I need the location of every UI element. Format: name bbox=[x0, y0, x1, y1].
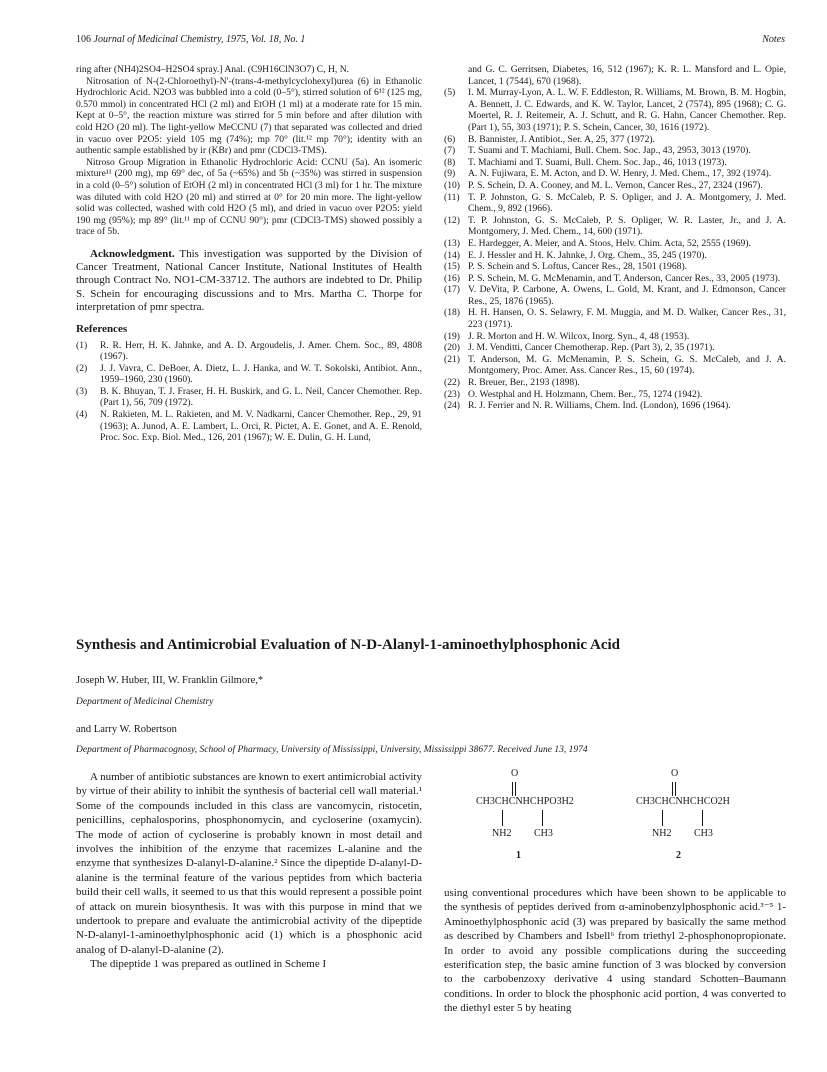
reference-text: A. N. Fujiwara, E. M. Acton, and D. W. Henry, J. Med. Chem., 17, 392 (1974). bbox=[468, 168, 772, 180]
experimental-paragraph: Nitrosation of N-(2-Chloroethyl)-N′-(trans-4-methylcyclohexyl)urea (6) in Ethanolic Hydrochloric Acid. N2O3 was bubbled into a cold (0–5°), stirred solution of 6¹² (125 mg, 0.570 mmol) in concentrated HCl (2 ml) and EtOH (1 ml) at a moderate rate for 15 min. Kept at 0–5°, the reaction mixture was stirred for 5 min before and after dilution with cold H2O (20 ml). The light-yellow MeCCNU (7) that separated was collected and dried in vacuo over P2O5: yield 105 mg (74%); mp 70° (lit.¹² mp 70°); identity with an authentic sample established by ir (KBr) and pmr (CDCl3-TMS). bbox=[76, 75, 422, 157]
reference-item bbox=[444, 192, 786, 215]
reference-number: (7) bbox=[444, 145, 456, 157]
authors: Joseph W. Huber, III, W. Franklin Gilmore,* bbox=[76, 675, 264, 686]
reference-item bbox=[76, 340, 422, 363]
methyl-group: CH3 bbox=[694, 828, 713, 839]
acknowledgment bbox=[76, 248, 422, 314]
reference-text: H. H. Hansen, O. S. Selawry, F. M. Muggia, and M. D. Walker, Cancer Res., 31, 223 (1971). bbox=[468, 307, 786, 331]
reference-text: T. Machiami and T. Suami, Bull. Chem. Soc. Jap., 46, 1013 (1973). bbox=[468, 156, 727, 168]
reference-text: B. Bannister, J. Antibiot., Ser. A, 25, 377 (1972). bbox=[468, 133, 655, 145]
experimental-paragraph: Nitroso Group Migration in Ethanolic Hydrochloric Acid: CCNU (5a). An isomeric mixture¹¹ (200 mg), mp 69° dec, of 5a (~65%) and 5b (~35%) was stirred in suspension in a cold (0–5°) solution of EtOH (2 ml) in concentrated HCl (3 ml) for 1 hr. The mixture was diluted with cold H2O (20 ml) and stirred at 0° for 20 min more. The light-yellow solid was collected, washed with cold H2O (5 ml), and dried in vacuo over P2O5: yield 190 mg (95%); mp 89° (lit.¹¹ mp of CCNU 90°); pmr (CDCl3-TMS) showed possibly a trace of 5b. bbox=[76, 156, 422, 238]
amino-group: NH2 bbox=[492, 828, 512, 839]
intro-column bbox=[76, 770, 422, 972]
reference-item bbox=[444, 400, 786, 412]
intro-paragraph: A number of antibiotic substances are known to exert antimicrobial activity by virtue of their ability to inhibit the synthesis of bacterial cell wall material.¹ Some of the compounds included in this class are vancomycin, ristocetin, penicillins, cephalosporins, phosphonomycin, and cycloserine (oxamycin). The mode of action of cycloserine is probably known in most detail and involves the inhibition of the enzyme that racemizes L-alanine and the enzyme that synthesizes D-alanyl-D-alanine.² Since the dipeptide D-alanyl-D-alanine is the terminal feature of the various peptides from which bacteria build their cell walls, it seemed to us that this would represent a possible point of attack on murein biosynthesis. It was with this purpose in mind that we undertook to prepare and evaluate the antimicrobial activity of the dipeptide N-D-alanyl-1-aminoethylphosphonic acid (1) which is a phosphonic acid analog of D-alanyl-D-alanine (2). bbox=[76, 771, 422, 956]
reference-text: O. Westphal and H. Holzmann, Chem. Ber., 75, 1274 (1942). bbox=[468, 388, 703, 400]
reference-text: T. P. Johnston, G. S. McCaleb, P. S. Opliger, and J. A. Montgomery, J. Med. Chem., 9, 892 (1966). bbox=[468, 191, 786, 215]
reference-text: P. S. Schein, D. A. Cooney, and M. L. Vernon, Cancer Res., 27, 2324 (1967). bbox=[468, 179, 763, 191]
references-list-left bbox=[76, 340, 422, 444]
reference-number: (19) bbox=[444, 330, 460, 342]
department-pharmacognosy: Department of Pharmacognosy, School of Pharmacy, University of Mississippi, University, Mississippi 38677. Received June 13, 1974 bbox=[76, 745, 588, 755]
bond bbox=[502, 810, 503, 826]
reference-item bbox=[444, 284, 786, 307]
journal-name: Journal of Medicinal Chemistry, 1975, Vol. 18, No. 1 bbox=[93, 34, 306, 45]
reference-text: P. S. Schein, M. G. McMenamin, and T. Anderson, Cancer Res., 33, 2005 (1973). bbox=[468, 272, 781, 284]
reference-text: J. J. Vavra, C. DeBoer, A. Dietz, L. J. Hanka, and W. T. Sokolski, Antibiot. Ann., 1959–1960, 230 (1960). bbox=[100, 362, 422, 386]
department-medicinal-chemistry: Department of Medicinal Chemistry bbox=[76, 697, 214, 707]
reference-text: T. Anderson, M. G. McMenamin, P. S. Schein, G. S. McCaleb, and J. A. Montgomery, Proc. Amer. Ass. Cancer Res., 15, 60 (1974). bbox=[468, 353, 786, 377]
reference-text: T. Suami and T. Machiami, Bull. Chem. Soc. Jap., 43, 2953, 3013 (1970). bbox=[468, 145, 751, 157]
intro-paragraph: The dipeptide 1 was prepared as outlined in Scheme I bbox=[90, 958, 327, 971]
reference-number: (21) bbox=[444, 353, 460, 365]
double-bond bbox=[672, 782, 676, 796]
reference-text: V. DeVita, P. Carbone, A. Owens, L. Gold, M. Krant, and J. Edmonson, Cancer Res., 25, 1876 (1965). bbox=[468, 284, 786, 307]
reference-text: T. P. Johnston, G. S. McCaleb, P. S. Opliger, W. R. Laster, Jr., and J. A. Montgomery, J. Med. Chem., 14, 600 (1971). bbox=[468, 214, 786, 238]
reference-item bbox=[76, 386, 422, 409]
synthesis-column bbox=[444, 886, 786, 1016]
reference-item bbox=[444, 157, 786, 169]
reference-text: E. Hardegger, A. Meier, and A. Stoos, Helv. Chim. Acta, 52, 2555 (1969). bbox=[468, 237, 751, 249]
structure-formula: CH3CHCNHCHPO3H2 bbox=[476, 796, 574, 807]
reference-text: R. Breuer, Ber., 2193 (1898). bbox=[468, 377, 580, 389]
reference-number: (18) bbox=[444, 307, 460, 319]
ack-heading: Acknowledgment. bbox=[90, 247, 175, 260]
reference-number: (8) bbox=[444, 156, 456, 168]
methyl-group: CH3 bbox=[534, 828, 553, 839]
bond bbox=[542, 810, 543, 826]
section-name: Notes bbox=[762, 34, 785, 45]
structure-label: 1 bbox=[516, 850, 521, 861]
reference-item bbox=[444, 354, 786, 377]
reference-number: (23) bbox=[444, 388, 460, 400]
reference-item bbox=[444, 145, 786, 157]
reference-item bbox=[444, 238, 786, 250]
reference-text: P. S. Schein and S. Loftus, Cancer Res., 28, 1501 (1968). bbox=[468, 261, 688, 273]
structure-1 bbox=[476, 768, 596, 876]
reference-number: (6) bbox=[444, 133, 456, 145]
ack-text: This investigation was supported by the Division of Cancer Treatment, National Cancer Institute, National Institutes of Health through Contract No. NO1-CM-33712. The authors are indebted to Dr. Philip S. Schein for encouraging discussions and to Mrs. Martha C. Thorpe for interpretation of pmr spectra. bbox=[76, 247, 422, 313]
reference-number: (15) bbox=[444, 261, 460, 273]
reference-number: (9) bbox=[444, 168, 456, 180]
structure-2 bbox=[636, 768, 756, 876]
reference-item bbox=[444, 215, 786, 238]
reference-number: (2) bbox=[76, 362, 88, 374]
reference-number: (24) bbox=[444, 400, 460, 412]
reference-text: J. M. Venditti, Cancer Chemotherap. Rep. (Part 3), 2, 35 (1971). bbox=[468, 342, 715, 354]
page-header bbox=[76, 34, 785, 48]
reference-item bbox=[444, 250, 786, 262]
reference-number: (10) bbox=[444, 179, 460, 191]
reference-text: R. R. Herr, H. K. Jahnke, and A. D. Argoudelis, J. Amer. Chem. Soc., 89, 4808 (1967). bbox=[100, 339, 422, 363]
reference-item bbox=[444, 87, 786, 133]
reference-number: (13) bbox=[444, 237, 460, 249]
synthesis-paragraph: using conventional procedures which have been shown to be applicable to the synthesis of peptides derived from α-aminobenzylphosphonic acid.³⁻⁵ 1-Aminoethylphosphonic acid (3) was prepared by basically the same method as described by Chambers and Isbell⁶ from triethyl 2-phosphonopropionate. In order to avoid any possible complications during the succeeding esterification step, the basic amine function of 3 was blocked by conversion to the carbobenzoxy derivative 4 using standard Schotten–Baumann conditions. In order to block the phosphonic acid portion, 4 was converted to the diethyl ester 5 by heating bbox=[444, 887, 786, 1015]
left-upper-column bbox=[76, 64, 422, 444]
page-number: 106 bbox=[76, 34, 91, 45]
reference-item bbox=[444, 377, 786, 389]
reference-item bbox=[444, 64, 786, 87]
reference-text: E. J. Hessler and H. K. Jahnke, J. Org. Chem., 35, 245 (1970). bbox=[468, 249, 707, 261]
reference-number: (17) bbox=[444, 284, 460, 296]
reference-text: R. J. Ferrier and N. R. Williams, Chem. Ind. (London), 1696 (1964). bbox=[468, 400, 731, 412]
reference-text: and G. C. Gerritsen, Diabetes, 16, 512 (1967); K. R. L. Mansford and L. Opie, Lancet, 1 (7544), 670 (1968). bbox=[468, 64, 786, 87]
reference-item bbox=[76, 409, 422, 444]
reference-number: (14) bbox=[444, 249, 460, 261]
reference-text: I. M. Murray-Lyon, A. L. W. F. Eddleston, R. Williams, M. Brown, B. M. Hogbin, A. Bennett, J. C. Edwards, and K. W. Taylor, Lancet, 2 (7574), 895 (1968); C. G. Moertel, R. J. Reitemeir, A. J. Schutt, and R. G. Hahn, Cancer Chemother. Rep. (Part 1), 55, 303 (1971); P. S. Schein, Cancer, 30, 1616 (1972). bbox=[468, 87, 786, 133]
carbonyl-oxygen: O bbox=[511, 768, 519, 779]
reference-number: (20) bbox=[444, 342, 460, 354]
carbonyl-oxygen: O bbox=[671, 768, 679, 779]
right-upper-column bbox=[444, 64, 786, 412]
reference-item bbox=[444, 273, 786, 285]
references-heading: References bbox=[76, 322, 128, 335]
reference-item bbox=[444, 168, 786, 180]
reference-item bbox=[76, 363, 422, 386]
reference-number: (11) bbox=[444, 191, 460, 203]
bond bbox=[702, 810, 703, 826]
reference-item bbox=[444, 261, 786, 273]
structure-formula: CH3CHCNHCHCO2H bbox=[636, 796, 730, 807]
reference-text: N. Rakieten, M. L. Rakieten, and M. V. Nadkarni, Cancer Chemother. Rep., 29, 91 (1963); A. Junod, A. E. Lambert, L. Orci, R. Pictet, A. E. Gonet, and A. E. Renold, Proc. Soc. Exp. Biol. Med., 126, 201 (1967); W. E. Dulin, G. H. Lund, bbox=[100, 409, 422, 444]
reference-item bbox=[444, 180, 786, 192]
reference-item bbox=[444, 389, 786, 401]
reference-number: (16) bbox=[444, 272, 460, 284]
reference-number: (3) bbox=[76, 385, 88, 397]
double-bond bbox=[512, 782, 516, 796]
reference-item bbox=[444, 342, 786, 354]
reference-text: J. R. Morton and H. W. Wilcox, Inorg. Syn., 4, 48 (1953). bbox=[468, 330, 690, 342]
article-title: Synthesis and Antimicrobial Evaluation of N-D-Alanyl-1-aminoethylphosphonic Acid bbox=[76, 637, 620, 653]
reference-number: (12) bbox=[444, 214, 460, 226]
reference-number: (4) bbox=[76, 409, 88, 421]
reference-item bbox=[444, 331, 786, 343]
references-list-right bbox=[444, 64, 786, 412]
reference-text: B. K. Bhuyan, T. J. Fraser, H. H. Buskirk, and G. L. Neil, Cancer Chemother. Rep. (Part 1), 56, 709 (1972). bbox=[100, 385, 422, 409]
reference-number: (1) bbox=[76, 339, 88, 351]
experimental-paragraph: ring after (NH4)2SO4–H2SO4 spray.] Anal. (C9H16ClN3O7) C, H, N. bbox=[76, 64, 350, 75]
reference-number: (22) bbox=[444, 377, 460, 389]
amino-group: NH2 bbox=[652, 828, 672, 839]
reference-item bbox=[444, 307, 786, 330]
reference-number: (5) bbox=[444, 87, 456, 99]
reference-item bbox=[444, 134, 786, 146]
bond bbox=[662, 810, 663, 826]
structure-label: 2 bbox=[676, 850, 681, 861]
additional-author: and Larry W. Robertson bbox=[76, 724, 177, 735]
